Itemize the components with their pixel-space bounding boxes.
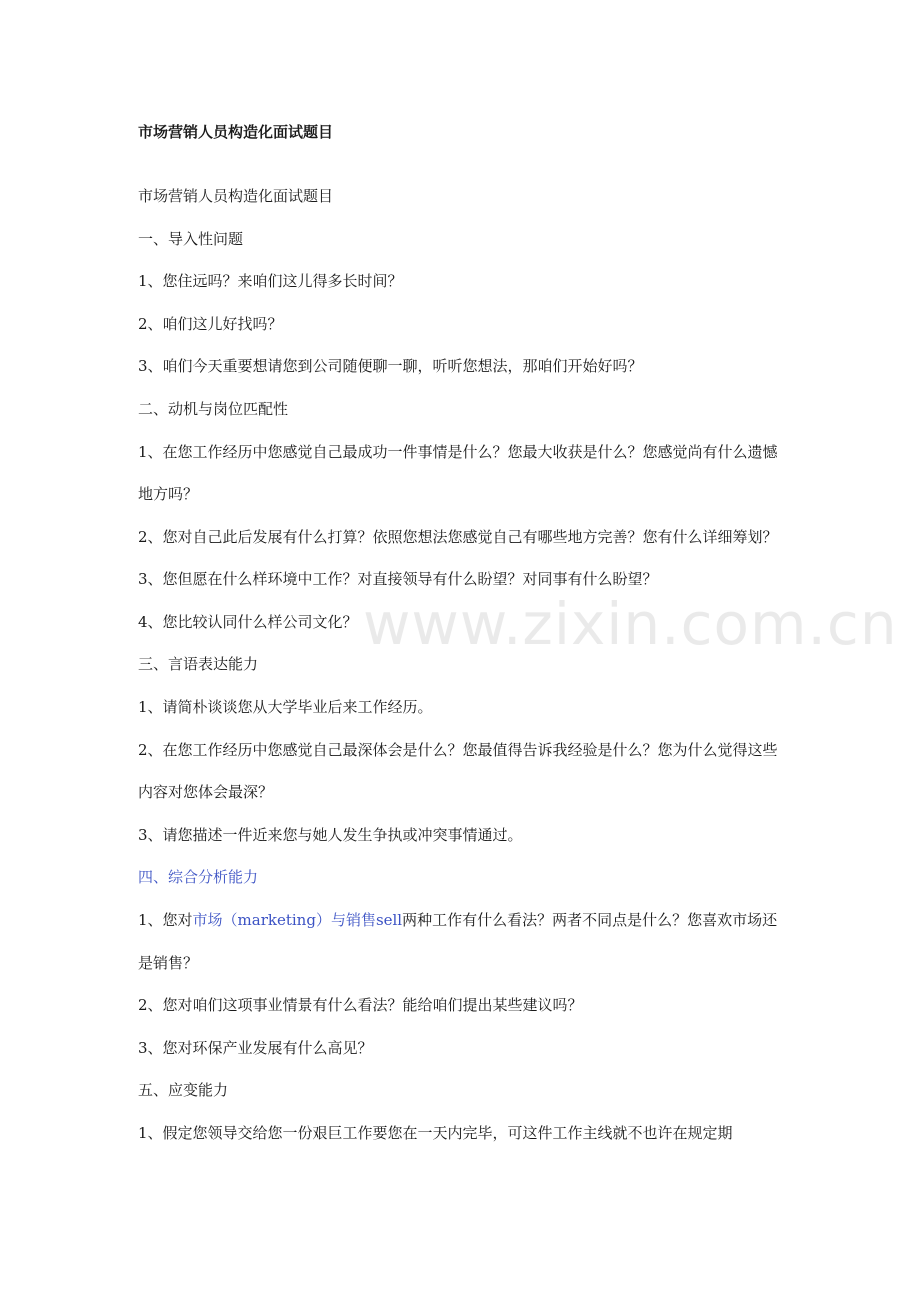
question-3-1: 1、请简朴谈谈您从大学毕业后来工作经历。 bbox=[138, 698, 433, 717]
document-body bbox=[138, 184, 788, 1163]
question-2-2: 2、您对自己此后发展有什么打算？依照您想法您感觉自己有哪些地方完善？您有什么详细筹划？ bbox=[138, 527, 778, 546]
question-3-2: 2、在您工作经历中您感觉自己最深体会是什么？您最值得告诉我经验是什么？您为什么觉得这些内容对您体会最深？ bbox=[138, 740, 778, 802]
question-4-3: 3、您对环保产业发展有什么高见？ bbox=[138, 1038, 373, 1057]
question-1-1: 1、您住远吗？来咱们这儿得多长时间？ bbox=[138, 272, 403, 291]
section-heading-1: 一、导入性问题 bbox=[138, 229, 244, 248]
section-heading-5: 五、应变能力 bbox=[138, 1081, 229, 1100]
watermark-text: www.zixin.com.cn bbox=[363, 590, 898, 658]
question-2-4: 4、您比较认同什么样公司文化？ bbox=[138, 612, 358, 631]
section-heading-2: 二、动机与岗位匹配性 bbox=[138, 399, 289, 418]
section-heading-4-link[interactable]: 四、综合分析能力 bbox=[138, 868, 259, 887]
question-5-1: 1、假定您领导交给您一份艰巨工作要您在一天内完毕，可这件工作主线就不也许在规定期 bbox=[138, 1123, 733, 1142]
section-heading-3: 三、言语表达能力 bbox=[138, 655, 259, 674]
subtitle-paragraph: 市场营销人员构造化面试题目 bbox=[138, 187, 334, 205]
document-title: 市场营销人员构造化面试题目 bbox=[138, 123, 334, 141]
question-4-1-prefix: 1、您对 bbox=[138, 911, 193, 930]
question-2-1: 1、在您工作经历中您感觉自己最成功一件事情是什么？您最大收获是什么？您感觉尚有什么遗憾地方吗？ bbox=[138, 442, 778, 504]
question-3-3: 3、请您描述一件近来您与她人发生争执或冲突事情通过。 bbox=[138, 825, 523, 844]
marketing-sell-link[interactable]: 市场（marketing）与销售sell bbox=[192, 911, 403, 930]
question-1-3: 3、咱们今天重要想请您到公司随便聊一聊，听听您想法，那咱们开始好吗？ bbox=[138, 357, 643, 376]
question-1-2: 2、咱们这儿好找吗？ bbox=[138, 314, 283, 333]
question-4-1 bbox=[138, 899, 788, 984]
question-2-3: 3、您但愿在什么样环境中工作？对直接领导有什么盼望？对同事有什么盼望？ bbox=[138, 570, 658, 589]
question-4-1-suffix: 两种工作有什么看法？两者不同点是什么？您喜欢市场还是销售？ bbox=[138, 911, 778, 972]
question-4-2: 2、您对咱们这项事业情景有什么看法？能给咱们提出某些建议吗？ bbox=[138, 996, 583, 1014]
